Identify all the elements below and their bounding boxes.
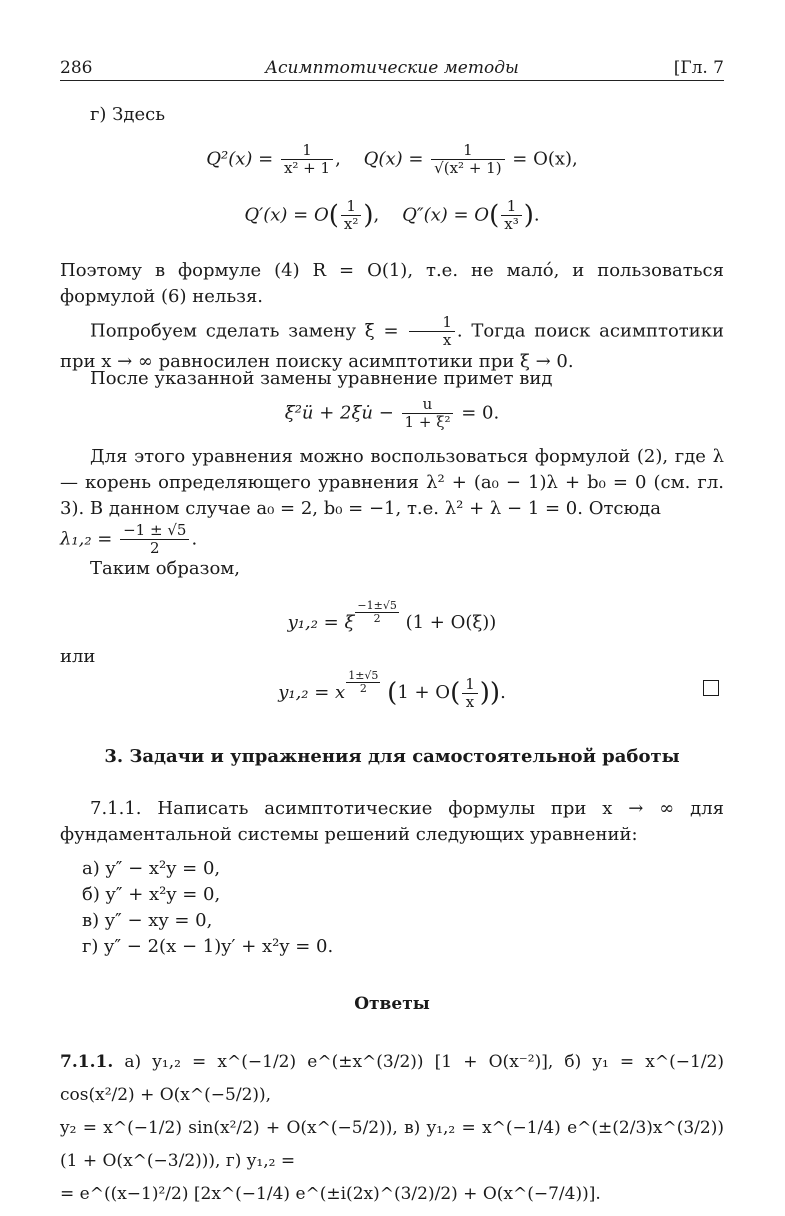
list-item: б) y″ + x²y = 0,	[82, 884, 221, 905]
running-title: Асимптотические методы	[265, 58, 519, 78]
eq-q-rhs: = O(x),	[512, 148, 578, 170]
eq-qpp-num: 1	[501, 198, 521, 216]
y-x-lhs: y₁,₂ = x	[278, 682, 346, 703]
eq-q-frac	[431, 142, 504, 177]
xi-den: x	[442, 331, 452, 349]
eq-qp-lhs: Q′(x) = O	[244, 204, 329, 226]
lambda-frac	[120, 522, 189, 557]
lambda-line: λ₁,₂ = $\frac{-1 \pm √5}{2}$ .	[60, 521, 198, 557]
answer-line-2: y₂ = x^(−1/2) sin(x²/2) + O(x^(−5/2)), в) y₁,₂ = x^(−1/4) e^(±(2/3)x^(3/2)) (1 + O(x^(−3/2))), г) y₁,₂ =	[60, 1118, 724, 1171]
para-try-lead: Попробуем сделать замену ξ =	[90, 320, 399, 342]
running-header	[60, 58, 724, 82]
y-x-frac-den: x	[465, 692, 475, 711]
list-item: а) y″ − x²y = 0,	[82, 858, 221, 879]
eq-q-den: √(x² + 1)	[434, 159, 502, 177]
eq-q-num: 1	[431, 142, 504, 160]
ode-rhs: = 0.	[461, 402, 500, 424]
y-x-frac-num: 1	[462, 676, 478, 694]
y-xi-tail: (1 + O(ξ))	[405, 612, 497, 633]
eq-qp-frac	[341, 198, 361, 233]
eq-qp-den: x²	[343, 215, 359, 233]
y-xi-exp	[355, 600, 398, 625]
answer-line-1-text: а) y₁,₂ = x^(−1/2) e^(±x^(3/2)) [1 + O(x⁻²)], б) y₁ = x^(−1/2) cos(x²/2) + O(x^(−5/2)),	[60, 1052, 724, 1105]
eq-q2-num: 1	[281, 142, 333, 160]
eq-qpp-lhs: Q″(x) = O	[402, 204, 490, 226]
para-formula2: Для этого уравнения можно воспользоваться формулой (2), где λ — корень определяющего уравнения λ² + (a₀ − 1)λ + b₀ = 0 (см. гл. 3). В данном случае a₀ = 2, b₀ = −1, т.е. λ² + λ − 1 = 0. Отсюда	[60, 446, 724, 519]
y-xi-lhs: y₁,₂ = ξ	[287, 612, 355, 633]
header-rule	[60, 80, 724, 81]
y-x-frac	[462, 676, 478, 711]
section-title: 3. Задачи и упражнения для самостоятельной работы	[104, 746, 680, 767]
para-no-small: Поэтому в формуле (4) R = O(1), т.е. не мало́, и пользоваться формулой (6) нельзя.	[60, 260, 724, 307]
y-x-exp-den: 2	[359, 682, 367, 695]
list-item: в) y″ − xy = 0,	[82, 910, 213, 931]
eq-qp-num: 1	[341, 198, 361, 216]
or-line: или	[60, 646, 96, 667]
eq-qpp-den: x³	[504, 215, 519, 233]
para-after: После указанной замены уравнение примет вид	[90, 368, 553, 389]
ode-den: 1 + ξ²	[404, 413, 451, 431]
ode-lhs: ξ²ü + 2ξu̇ −	[284, 402, 394, 424]
eq-q2-den: x² + 1	[283, 159, 331, 177]
xi-num: 1	[409, 314, 455, 332]
lambda-den: 2	[150, 539, 160, 557]
eq-qpp-frac	[501, 198, 521, 233]
answer-label: 7.1.1.	[60, 1052, 114, 1072]
page-number: 286	[60, 58, 93, 78]
y-x-inner: 1 + O	[397, 682, 451, 703]
equation-ode	[60, 396, 724, 431]
list-item: г) y″ − 2(x − 1)y′ + x²y = 0.	[82, 936, 334, 957]
lambda-label: λ₁,₂ =	[60, 528, 113, 550]
chapter-label: [Гл. 7	[673, 58, 724, 78]
eq-q-lhs: Q(x) =	[363, 148, 424, 170]
part-g-intro: г) Здесь	[90, 104, 166, 125]
equation-qprime: Q′(x) = O( $\frac{1}{\text{x²}}$ ), Q″(x) = O( $\frac{1}{\text{x³}}$ ).	[244, 197, 540, 233]
xi-frac	[409, 314, 455, 349]
para-try-tail: . Тогда поиск асимптотики при x → ∞ равносилен поиску асимптотики при ξ → 0.	[60, 320, 724, 372]
y-x-exp	[346, 670, 380, 695]
answers-block	[60, 1046, 724, 1211]
y-xi-exp-den: 2	[373, 612, 381, 625]
y-xi-exp-num: −1±√5	[357, 599, 397, 612]
equation-y-x: y₁,₂ = x $\frac{1\pm√5}{2}$ (1 + O( $\frac{1}{x}$ )).	[278, 669, 506, 711]
thus-line: Таким образом,	[90, 558, 241, 579]
answer-line-1	[60, 1046, 724, 1112]
equation-y-xi	[60, 600, 724, 636]
eq-q2-frac	[281, 142, 333, 177]
eq-q2-lhs: Q²(x) =	[206, 148, 274, 170]
ode-frac	[402, 396, 454, 431]
problem-statement: 7.1.1. Написать асимптотические формулы при x → ∞ для фундаментальной системы решений следующих уравнений:	[60, 798, 724, 845]
ode-num: u	[402, 396, 454, 414]
lambda-num: −1 ± √5	[120, 522, 189, 540]
answer-line-3: = e^((x−1)²/2) [2x^(−1/4) e^(±i(2x)^(3/2)/2) + O(x^(−7/4))].	[60, 1184, 601, 1204]
equation-q: Q²(x) = $\frac{1}{\text{x² + 1}}$ , Q(x) = $\frac{1}{\text{√(x² + 1)}}$ = O(x),	[206, 141, 578, 177]
answers-title: Ответы	[354, 994, 430, 1014]
problem-list	[82, 856, 333, 960]
qed-square-icon	[703, 680, 719, 696]
y-x-exp-num: 1±√5	[348, 669, 379, 682]
